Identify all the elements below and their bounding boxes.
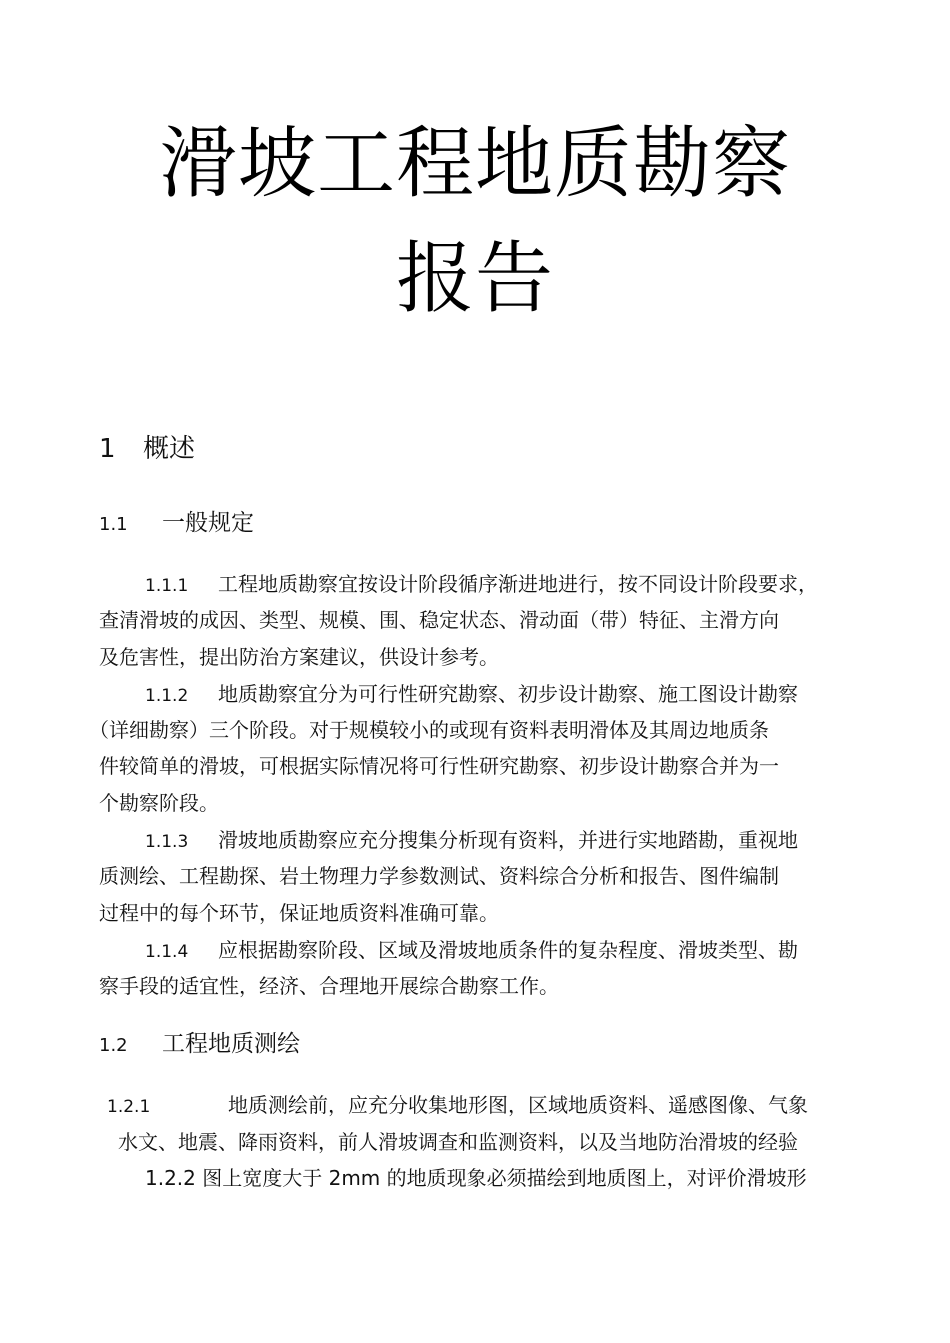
section-1-heading: [99, 434, 195, 464]
section-number: 1.1: [99, 514, 128, 535]
clause-number: 1.1.3: [145, 832, 189, 852]
section-title: 工程地质测绘: [162, 1031, 300, 1057]
clause-1-1-3-line-2: 质测绘、工程勘探、岩土物理力学参数测试、资料综合分析和报告、图件编制: [99, 864, 779, 888]
clause-1-1-3-line-1: [145, 827, 798, 855]
document-title-line-1: 滑坡工程地质勘察: [158, 119, 791, 209]
clause-1-1-2-line-1: [145, 681, 798, 709]
document-title-line-2: 报告: [395, 234, 554, 324]
clause-1-2-2-line-1: 1.2.2 图上宽度大于 2mm 的地质现象必须描绘到地质图上，对评价滑坡形: [145, 1166, 807, 1190]
clause-1-1-2-line-4: 个勘察阶段。: [99, 791, 219, 815]
clause-text: 应根据勘察阶段、区域及滑坡地质条件的复杂程度、滑坡类型、勘: [218, 938, 798, 962]
clause-number: 1.1.4: [145, 942, 189, 962]
section-title: 一般规定: [162, 510, 254, 536]
clause-text: 地质测绘前，应充分收集地形图，区域地质资料、遥感图像、气象: [228, 1093, 808, 1117]
clause-1-1-1-line-3: 及危害性，提出防治方案建议，供设计参考。: [99, 645, 499, 669]
section-number: 1: [99, 434, 116, 464]
clause-number: 1.1.1: [145, 576, 189, 596]
clause-1-1-4-line-1: [145, 937, 798, 965]
clause-1-1-3-line-3: 过程中的每个环节，保证地质资料准确可靠。: [99, 901, 499, 925]
clause-number: 1.2.1: [107, 1097, 151, 1117]
section-1-2-heading: [99, 1030, 300, 1060]
clause-1-1-1-line-1: [145, 571, 818, 599]
clause-1-2-1-line-1: [107, 1092, 808, 1120]
section-number: 1.2: [99, 1035, 128, 1056]
clause-number: 1.1.2: [145, 686, 189, 706]
clause-1-1-2-line-2: （详细勘察）三个阶段。对于规模较小的或现有资料表明滑体及其周边地质条: [89, 718, 769, 742]
clause-text: 工程地质勘察宜按设计阶段循序渐进地进行，按不同设计阶段要求，: [218, 572, 818, 596]
clause-1-2-1-line-2: 水文、地震、降雨资料，前人滑坡调查和监测资料，以及当地防治滑坡的经验: [118, 1130, 798, 1154]
clause-1-1-4-line-2: 察手段的适宜性，经济、合理地开展综合勘察工作。: [99, 974, 559, 998]
section-title: 概述: [143, 434, 196, 464]
clause-1-1-2-line-3: 件较简单的滑坡，可根据实际情况将可行性研究勘察、初步设计勘察合并为一: [99, 754, 779, 778]
clause-text: 地质勘察宜分为可行性研究勘察、初步设计勘察、施工图设计勘察: [218, 682, 798, 706]
clause-1-1-1-line-2: 查清滑坡的成因、类型、规模、围、稳定状态、滑动面（带）特征、主滑方向: [99, 608, 779, 632]
clause-text: 滑坡地质勘察应充分搜集分析现有资料，并进行实地踏勘，重视地: [218, 828, 798, 852]
section-1-1-heading: [99, 509, 254, 539]
